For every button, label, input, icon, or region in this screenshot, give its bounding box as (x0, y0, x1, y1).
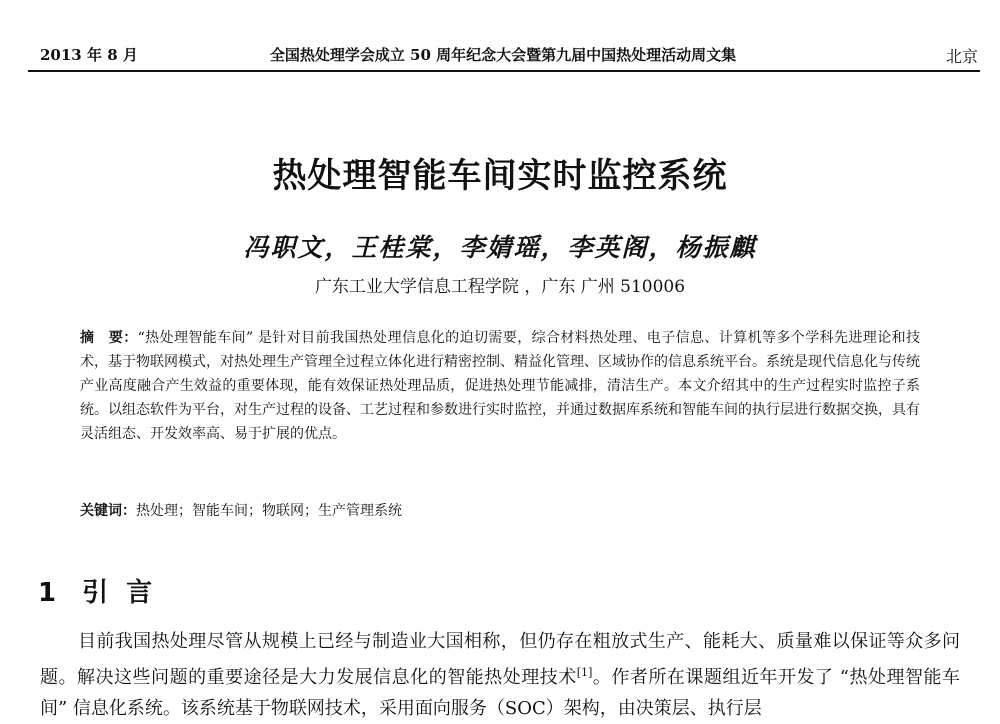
paper-title: 热处理智能车间实时监控系统 (272, 156, 728, 196)
section-number: 1 (38, 578, 57, 608)
abstract-label: 摘 要： (80, 330, 138, 346)
header-date: 2013 年 8 月 (40, 46, 138, 64)
keywords (80, 500, 920, 520)
body-text-part2: 。作者所在课题组近年开发了 “热处理智能车间” 信息化系统。该系统基于物联网技术，采用面向服务（SOC）架构，由决策层、执行层 (40, 667, 961, 719)
keywords-text: 热处理；智能车间；物联网；生产管理系统 (136, 503, 402, 519)
section-heading (38, 572, 170, 609)
author-list: 冯职文，王桂棠，李婧瑶，李英阁，杨振麒 (243, 233, 757, 262)
abstract-text: “热处理智能车间” 是针对目前我国热处理信息化的迫切需要，综合材料热处理、电子信息、计算机等多个学科先进理论和技术，基于物联网模式，对热处理生产管理全过程立体化进行精密控制、精益化管理、区域协作的信息系统平台。系统是现代信息化与传统产业高度融合产生效益的重要体现，能有效保证热处理品质，促进热处理节能减排，清洁生产。本文介绍其中的生产过程实时监控子系统。以组态软件为平台，对生产过程的设备、工艺过程和参数进行实时监控，并通过数据库系统和智能车间的执行层进行数据交换，具有灵活组态、开发效率高、易于扩展的优点。 (80, 330, 921, 442)
running-header (28, 44, 978, 66)
body-text-part1: 目前我国热处理尽管从规模上已经与制造业大国相称，但仍存在粗放式生产、能耗大、质量难以保证等众多问题。解决这些问题的重要途径是大力发展信息化的智能热处理技术 (40, 631, 960, 688)
header-conference: 全国热处理学会成立 50 周年纪念大会暨第九届中国热处理活动周文集 (269, 46, 737, 64)
abstract (80, 326, 920, 446)
section-title: 引言 (82, 578, 171, 608)
affiliation: 广东工业大学信息工程学院 ，广东 广州 510006 (314, 277, 686, 297)
header-city: 北京 (945, 47, 978, 66)
citation: [1] (576, 666, 593, 679)
header-rule (28, 70, 980, 72)
body-paragraph (40, 626, 960, 724)
keywords-label: 关键词： (80, 503, 136, 519)
